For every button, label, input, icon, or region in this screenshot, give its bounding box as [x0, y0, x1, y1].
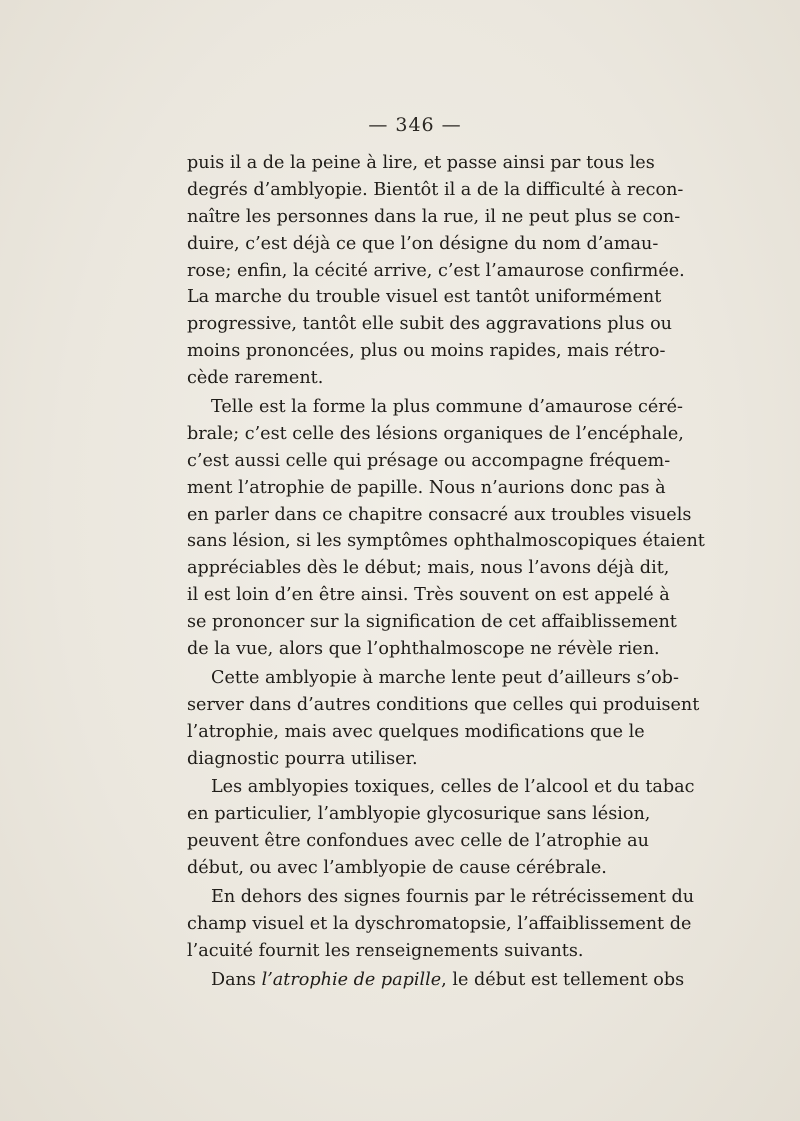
line-text-after: , le début est tellement obs: [441, 969, 685, 990]
paragraph-start-line: [187, 967, 685, 994]
text-line: appréciables dès le début; mais, nous l’avons déjà dit,: [187, 558, 670, 579]
text-line: naître les personnes dans la rue, il ne peut plus se con-: [187, 206, 681, 227]
text-line: cède rarement.: [187, 368, 324, 389]
text-line: l’atrophie, mais avec quelques modifications que le: [187, 721, 645, 742]
line-text-before: Dans: [211, 969, 262, 990]
text-line: puis il a de la peine à lire, et passe ainsi par tous les: [187, 153, 655, 173]
text-line: c’est aussi celle qui présage ou accompagne fréquem-: [187, 450, 671, 471]
page-number: — 346 —: [368, 114, 462, 136]
paragraph-start-line: Telle est la forme la plus commune d’amaurose céré-: [211, 397, 683, 418]
text-line: en parler dans ce chapitre consacré aux troubles visuels: [187, 504, 692, 525]
text-line: peuvent être confondues avec celle de l’atrophie au: [187, 831, 649, 852]
text-line: champ visuel et la dyschromatopsie, l’affaiblissement de: [187, 913, 692, 934]
text-line: moins prononcées, plus ou moins rapides, mais rétro-: [187, 341, 666, 362]
text-line: degrés d’amblyopie. Bientôt il a de la difficulté à recon-: [187, 179, 684, 200]
text-line: rose; enfin, la cécité arrive, c’est l’amaurose confirmée.: [187, 260, 685, 281]
paragraph-start-line: Les amblyopies toxiques, celles de l’alcool et du tabac: [211, 777, 695, 798]
text-line: progressive, tantôt elle subit des aggravations plus ou: [187, 314, 673, 335]
text-line: début, ou avec l’amblyopie de cause cérébrale.: [187, 858, 607, 879]
paragraph-start-line: En dehors des signes fournis par le rétrécissement du: [211, 887, 695, 908]
text-line: server dans d’autres conditions que celles qui produisent: [187, 694, 700, 715]
text-line: La marche du trouble visuel est tantôt uniformément: [187, 287, 662, 308]
text-line: l’acuité fournit les renseignements suivants.: [187, 940, 584, 961]
text-line: en particulier, l’amblyopie glycosurique sans lésion,: [187, 804, 651, 825]
text-line: il est loin d’en être ainsi. Très souvent on est appelé à: [187, 585, 670, 606]
paragraph-start-line: Cette amblyopie à marche lente peut d’ailleurs s’ob-: [211, 667, 679, 688]
italic-term: l’atrophie de papille: [261, 969, 442, 990]
text-line: se prononcer sur la signification de cet affaiblissement: [187, 612, 677, 633]
text-line: de la vue, alors que l’ophthalmoscope ne révèle rien.: [187, 639, 660, 660]
text-line: brale; c’est celle des lésions organiques de l’encéphale,: [187, 423, 684, 444]
text-line: duire, c’est déjà ce que l’on désigne du nom d’amau-: [187, 233, 659, 254]
text-line: sans lésion, si les symptômes ophthalmoscopiques étaient: [187, 531, 705, 552]
text-line: ment l’atrophie de papille. Nous n’aurions donc pas à: [187, 477, 666, 498]
body-text: [187, 150, 705, 994]
text-line: diagnostic pourra utiliser.: [187, 748, 418, 769]
